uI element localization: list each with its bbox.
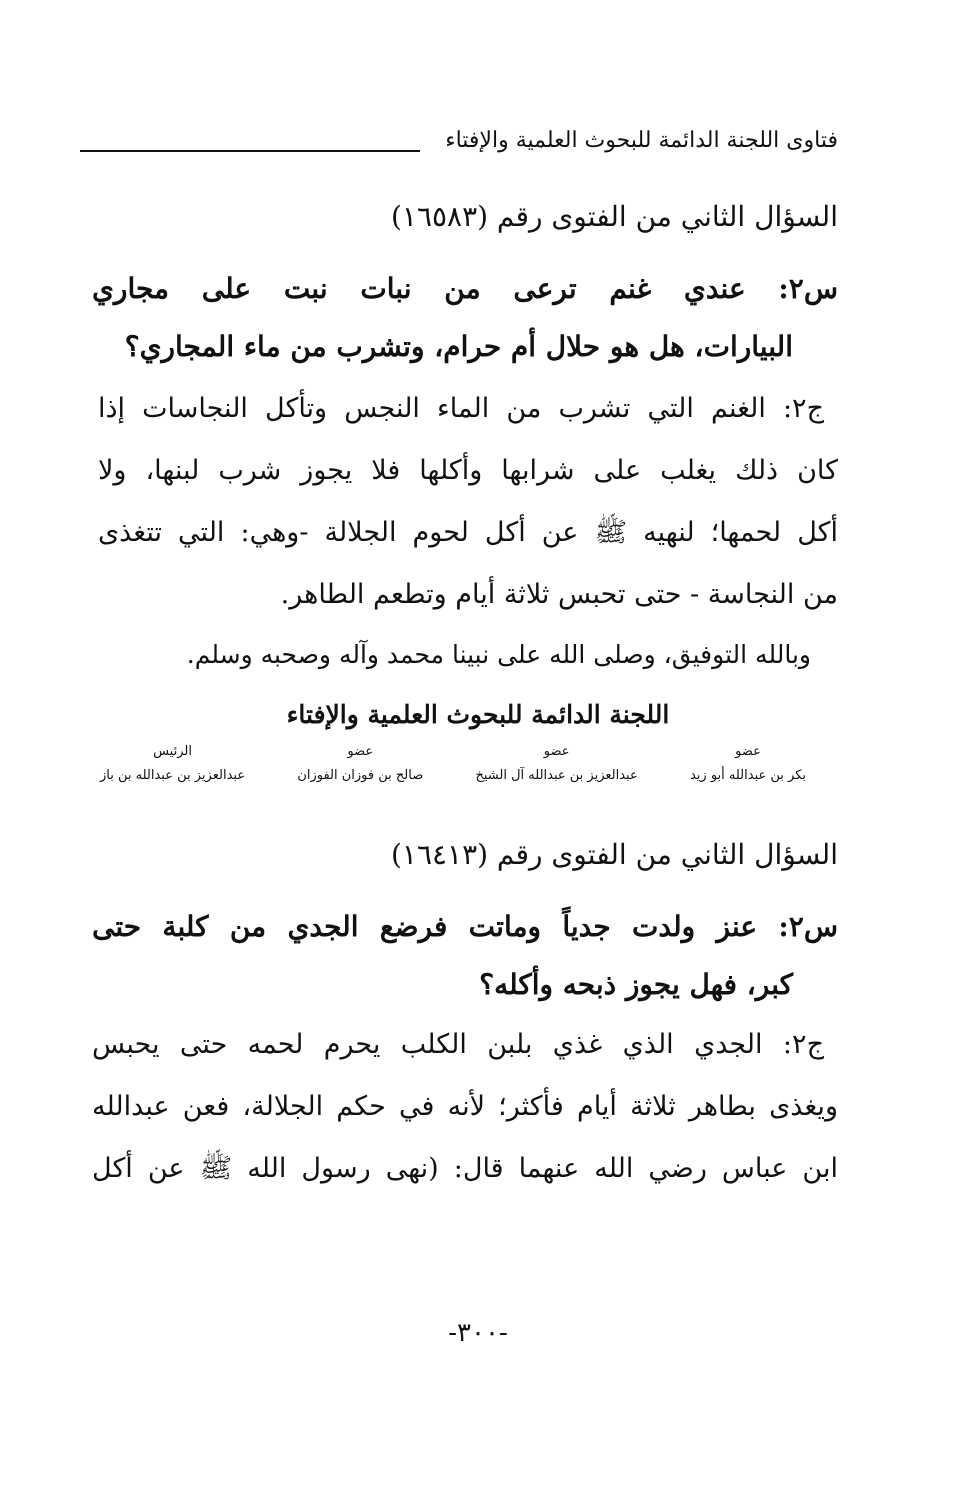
signatory-role: عضو [347,744,374,759]
fatwa1-answer [98,378,838,626]
running-header [80,128,838,168]
running-header-title: فتاوى اللجنة الدائمة للبحوث العلمية والإفتاء [445,128,838,153]
signatory-name: عبدالعزيز بن عبدالله آل الشيخ [475,768,638,783]
signatory-name: بكر بن عبدالله أبو زيد [689,768,806,783]
signatory-3 [297,744,423,783]
fatwa2-question-line-2: كبر، فهل يجوز ذبحه وأكله؟ [479,968,793,1001]
fatwa1-answer-line-4: من النجاسة - حتى تحبس ثلاثة أيام وتطعم الطاهر. [280,579,838,610]
fatwa1-question-line-1: س٢: عندي غنم ترعى من نبات نبت على مجاري [92,272,838,305]
fatwa2-heading: السؤال الثاني من الفتوى رقم (١٦٤١٣) [390,838,838,871]
signatory-role: عضو [543,744,570,759]
fatwa1-question [92,260,838,376]
fatwa2-question-line-1: س٢: عنز ولدت جدياً وماتت فرضع الجدي من كلبة حتى [92,910,838,943]
fatwa2-question [92,898,838,1014]
signatory-2 [475,744,637,783]
fatwa1-answer-line-1: ج٢: الغنم التي تشرب من الماء النجس وتأكل النجاسات إذا [98,393,824,424]
fatwa1-answer-line-2: كان ذلك يغلب على شرابها وأكلها فلا يجوز شرب لبنها، ولا [98,455,838,486]
signatory-1 [690,744,806,783]
signatory-name: عبدالعزيز بن عبدالله بن باز [100,768,246,783]
signatory-4 [100,744,245,783]
signatory-role: عضو [735,744,761,759]
fatwa2-answer [92,1014,838,1200]
signatory-name: صالح بن فوزان الفوزان [297,768,424,783]
fatwa2-answer-line-2: ويغذى بطاهر ثلاثة أيام فأكثر؛ لأنه في حكم الجلالة، فعن عبدالله [92,1091,838,1122]
fatwa2-answer-line-3: ابن عباس رضي الله عنهما قال: (نهى رسول الله ﷺ عن أكل [92,1153,838,1184]
fatwa1-answer-line-3: أكل لحمها؛ لنهيه ﷺ عن أكل لحوم الجلالة -وهي: التي تتغذى [98,517,838,548]
page-number: -٣٠٠- [448,1318,508,1348]
fatwa1-question-line-2: البيارات، هل هو حلال أم حرام، وتشرب من ماء المجاري؟ [124,330,793,363]
signatory-role: الرئيس [153,744,192,759]
fatwa1-closing: وبالله التوفيق، وصلى الله على نبينا محمد وآله وصحبه وسلم. [186,640,811,669]
fatwa2-answer-line-1: ج٢: الجدي الذي غذي بلبن الكلب يحرم لحمه حتى يحبس [92,1029,824,1060]
signatories-row [100,744,806,783]
committee-name: اللجنة الدائمة للبحوث العلمية والإفتاء [286,700,670,729]
fatwa1-heading: السؤال الثاني من الفتوى رقم (١٦٥٨٣) [390,200,838,233]
header-rule [80,150,420,152]
